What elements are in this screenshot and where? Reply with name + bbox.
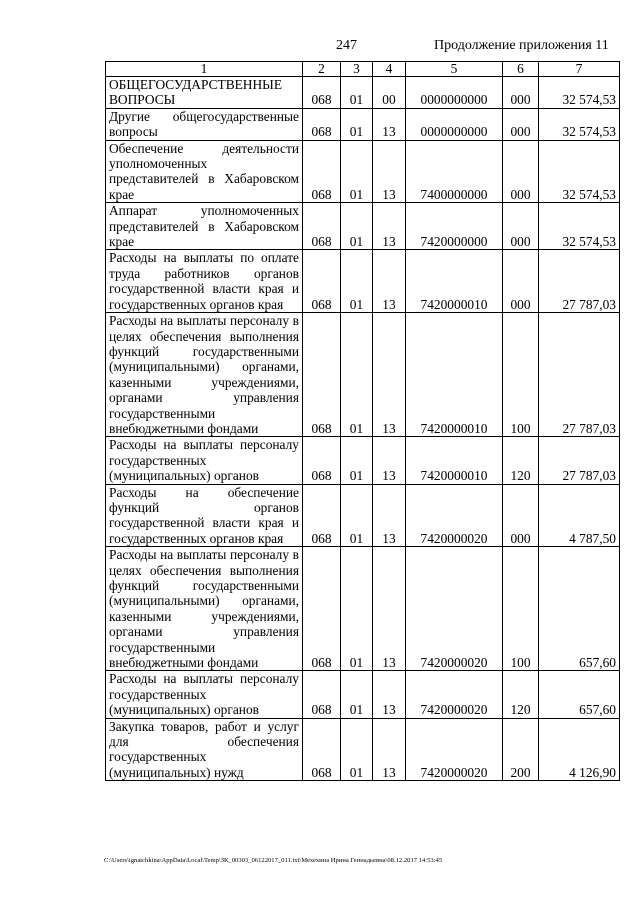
target-article-cell: 7420000010 — [406, 437, 503, 484]
expense-type-cell: 000 — [503, 203, 539, 250]
amount-cell: 657,60 — [539, 671, 620, 718]
expense-type-cell: 000 — [503, 484, 539, 547]
section-cell: 01 — [341, 547, 373, 671]
subsection-cell: 00 — [373, 77, 406, 109]
expense-type-cell: 000 — [503, 77, 539, 109]
section-cell: 01 — [341, 203, 373, 250]
amount-cell: 32 574,53 — [539, 203, 620, 250]
column-header: 4 — [373, 62, 406, 77]
row-name-cell: Другие общегосударственные вопросы — [106, 108, 303, 140]
expense-type-cell: 120 — [503, 671, 539, 718]
target-article-cell: 7420000010 — [406, 313, 503, 437]
expense-type-cell: 000 — [503, 108, 539, 140]
column-header: 6 — [503, 62, 539, 77]
amount-cell: 32 574,53 — [539, 108, 620, 140]
row-name-cell: Расходы на выплаты персоналу государственных (муниципальных) органов — [106, 437, 303, 484]
admin-code-cell: 068 — [303, 140, 341, 203]
table-row — [106, 547, 620, 671]
column-header: 7 — [539, 62, 620, 77]
subsection-cell: 13 — [373, 671, 406, 718]
target-article-cell: 7420000020 — [406, 671, 503, 718]
page-number: 247 — [336, 38, 357, 53]
subsection-cell: 13 — [373, 718, 406, 781]
admin-code-cell: 068 — [303, 77, 341, 109]
row-name-cell: Расходы на обеспечение функций органов государственной власти края и государственных органов края — [106, 484, 303, 547]
target-article-cell: 7420000020 — [406, 484, 503, 547]
admin-code-cell: 068 — [303, 547, 341, 671]
table-row — [106, 250, 620, 313]
target-article-cell: 7420000020 — [406, 718, 503, 781]
column-header: 1 — [106, 62, 303, 77]
table-row — [106, 437, 620, 484]
section-cell: 01 — [341, 437, 373, 484]
table-row — [106, 140, 620, 203]
row-name-cell: Обеспечение деятельности уполномоченных представителей в Хабаровском крае — [106, 140, 303, 203]
amount-cell: 27 787,03 — [539, 313, 620, 437]
expense-type-cell: 200 — [503, 718, 539, 781]
admin-code-cell: 068 — [303, 250, 341, 313]
admin-code-cell: 068 — [303, 108, 341, 140]
expense-type-cell: 000 — [503, 140, 539, 203]
subsection-cell: 13 — [373, 437, 406, 484]
table-row — [106, 484, 620, 547]
section-cell: 01 — [341, 313, 373, 437]
admin-code-cell: 068 — [303, 671, 341, 718]
admin-code-cell: 068 — [303, 484, 341, 547]
target-article-cell: 0000000000 — [406, 77, 503, 109]
target-article-cell: 7420000020 — [406, 547, 503, 671]
subsection-cell: 13 — [373, 484, 406, 547]
budget-table — [105, 61, 620, 781]
admin-code-cell: 068 — [303, 437, 341, 484]
column-header: 5 — [406, 62, 503, 77]
table-row — [106, 108, 620, 140]
section-cell: 01 — [341, 718, 373, 781]
expense-type-cell: 000 — [503, 250, 539, 313]
row-name-cell: Расходы на выплаты персоналу государственных (муниципальных) органов — [106, 671, 303, 718]
expense-type-cell: 100 — [503, 313, 539, 437]
amount-cell: 32 574,53 — [539, 77, 620, 109]
subsection-cell: 13 — [373, 108, 406, 140]
appendix-caption: Продолжение приложения 11 — [434, 38, 609, 53]
document-footer-path: C:\Users\ignatchkina\AppData\Local\Temp\ЗК_00303_06122017_011.txt\Мехехина Ирина Геннадьевна\08.12.2017 14:53:45 — [104, 857, 443, 864]
section-cell: 01 — [341, 671, 373, 718]
admin-code-cell: 068 — [303, 203, 341, 250]
admin-code-cell: 068 — [303, 718, 341, 781]
budget-table-body — [106, 62, 620, 781]
section-cell: 01 — [341, 108, 373, 140]
amount-cell: 27 787,03 — [539, 437, 620, 484]
subsection-cell: 13 — [373, 547, 406, 671]
target-article-cell: 0000000000 — [406, 108, 503, 140]
row-name-cell: ОБЩЕГОСУДАРСТВЕННЫЕ ВОПРОСЫ — [106, 77, 303, 109]
amount-cell: 4 787,50 — [539, 484, 620, 547]
column-header: 3 — [341, 62, 373, 77]
admin-code-cell: 068 — [303, 313, 341, 437]
amount-cell: 32 574,53 — [539, 140, 620, 203]
row-name-cell: Расходы на выплаты персоналу в целях обеспечения выполнения функций государственными (муниципальными) органами, казенными учреждениями, органами управления государственными внебюджетными фондами — [106, 313, 303, 437]
table-row — [106, 313, 620, 437]
table-row — [106, 77, 620, 109]
amount-cell: 4 126,90 — [539, 718, 620, 781]
row-name-cell: Закупка товаров, работ и услуг для обеспечения государственных (муниципальных) нужд — [106, 718, 303, 781]
section-cell: 01 — [341, 250, 373, 313]
target-article-cell: 7420000000 — [406, 203, 503, 250]
expense-type-cell: 100 — [503, 547, 539, 671]
row-name-cell: Аппарат уполномоченных представителей в Хабаровском крае — [106, 203, 303, 250]
target-article-cell: 7420000010 — [406, 250, 503, 313]
table-row — [106, 203, 620, 250]
amount-cell: 657,60 — [539, 547, 620, 671]
subsection-cell: 13 — [373, 203, 406, 250]
section-cell: 01 — [341, 77, 373, 109]
table-row — [106, 671, 620, 718]
section-cell: 01 — [341, 140, 373, 203]
row-name-cell: Расходы на выплаты по оплате труда работников органов государственной власти края и государственных органов края — [106, 250, 303, 313]
table-row — [106, 718, 620, 781]
amount-cell: 27 787,03 — [539, 250, 620, 313]
subsection-cell: 13 — [373, 250, 406, 313]
subsection-cell: 13 — [373, 313, 406, 437]
section-cell: 01 — [341, 484, 373, 547]
column-header-row — [106, 62, 620, 77]
row-name-cell: Расходы на выплаты персоналу в целях обеспечения выполнения функций государственными (муниципальными) органами, казенными учреждениями, органами управления государственными внебюджетными фондами — [106, 547, 303, 671]
subsection-cell: 13 — [373, 140, 406, 203]
expense-type-cell: 120 — [503, 437, 539, 484]
target-article-cell: 7400000000 — [406, 140, 503, 203]
column-header: 2 — [303, 62, 341, 77]
